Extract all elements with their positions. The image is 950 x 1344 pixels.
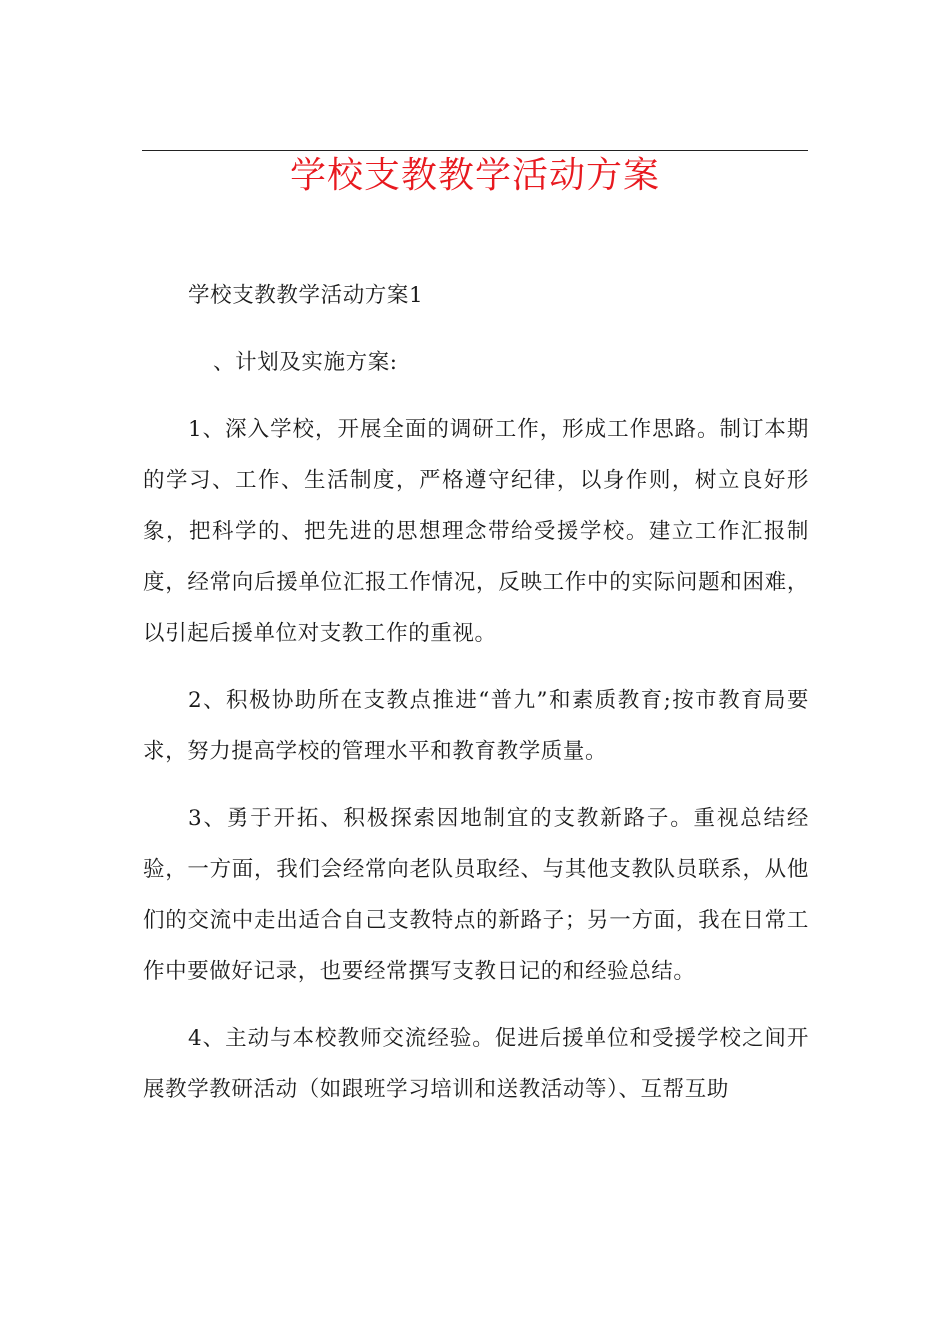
sub-heading: 、计划及实施方案: (213, 350, 398, 375)
document-body (143, 270, 809, 1115)
paragraph-1: 1、深入学校，开展全面的调研工作，形成工作思路。制订本期的学习、工作、生活制度，严格遵守纪律，以身作则，树立良好形象，把科学的、把先进的思想理念带给受援学校。建立工作汇报制度，经常向后援单位汇报工作情况，反映工作中的实际问题和困难，以引起后援单位对支教工作的重视。 (143, 417, 809, 646)
section-heading: 学校支教教学活动方案1 (188, 283, 424, 308)
paragraph-3: 3、勇于开拓、积极探索因地制宜的支教新路子。重视总结经验，一方面，我们会经常向老队员取经、与其他支教队员联系，从他们的交流中走出适合自己支教特点的新路子；另一方面，我在日常工作中要做好记录，也要经常撰写支教日记的和经验总结。 (143, 806, 809, 984)
document-title: 学校支教教学活动方案 (289, 155, 660, 196)
paragraph-2: 2、积极协助所在支教点推进“普九”和素质教育;按市教育局要求，努力提高学校的管理水平和教育教学质量。 (143, 688, 809, 764)
paragraph-4: 4、主动与本校教师交流经验。促进后援单位和受援学校之间开展教学教研活动（如跟班学习培训和送教活动等）、互帮互助 (143, 1026, 809, 1102)
